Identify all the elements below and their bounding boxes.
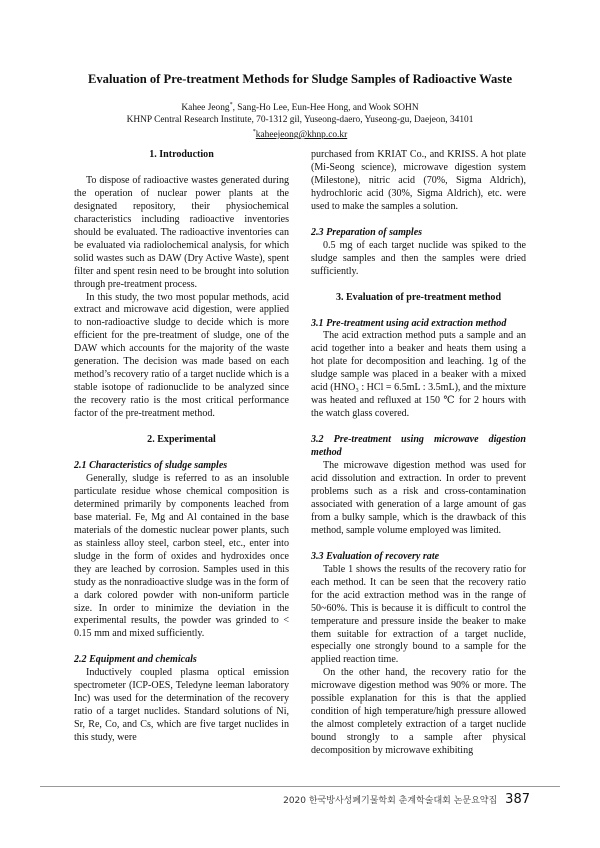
- footer-divider: [40, 786, 560, 787]
- paragraph: To dispose of radioactive wastes generated during the operation of nuclear power plants at the designated repository, their physiochemical characteristics including radioactive inventories should be evaluated. The radioactive inventories can be evaluated via radiolochemical analysis, for which solid wastes such as DAW (Dry Active Waste), spent filter and spent resin need to be brought into solution through pre-treatment process.: [74, 174, 289, 290]
- subsection-heading: 2.3 Preparation of samples: [311, 226, 423, 238]
- subsection-heading: 3.3 Evaluation of recovery rate: [311, 550, 440, 562]
- email-link[interactable]: kaheejeong@khnp.co.kr: [255, 130, 348, 141]
- conference-name: 2020 한국방사성폐기물학회 춘계학술대회 논문요약집: [283, 796, 498, 806]
- paragraph: The acid extraction method puts a sample and an acid together into a beaker and heats them using a hot plate for decomposition and leaching. 1g of the sludge sample was placed in a beaker with a mixed acid (HNO₃ : HCl = 6.5mL : 3.5mL), and the mixture was heated and refluxed at 150 ℃ for 2 hours with the watch glass covered.: [311, 330, 526, 420]
- paragraph: In this study, the two most popular methods, acid extract and microwave acid digestion, were applied to non-radioactive sludge to decide which is more efficient for the pre-treatment of sludge, one of the DAW which accounts for the majority of the waste generation. The decision was made based on each method’s recovery ratio of a target nuclide which is a stable isotope of radionuclide to be analyzed since the recovery ratio is the most critical performance factor of the pre-treatment method.: [74, 291, 289, 420]
- subsection-heading: 3.1 Pre-treatment using acid extraction method: [311, 317, 507, 329]
- first-author: Kahee Jeong: [181, 103, 230, 114]
- paragraph: Table 1 shows the results of the recovery ratio for each method. It can be seen that the recovery ratio for the acid extraction method was in the range of 50~60%. This is because it is difficult to control the temperature and pressure inside the beaker to make them suitable for extraction of a target nuclide, especially one strongly bound to a sample for the applied reaction time.: [311, 563, 526, 666]
- email-line: [40, 126, 560, 141]
- section-heading-introduction: 1. Introduction: [149, 149, 214, 160]
- author-list: [40, 99, 560, 114]
- email-mark: *: [252, 129, 256, 136]
- page-number: 387: [505, 792, 530, 807]
- left-column: [74, 149, 289, 745]
- section-heading-experimental: 2. Experimental: [147, 434, 216, 446]
- paragraph: On the other hand, the recovery ratio for the microwave digestion method was 90% or more. The possible explanation for this is that the applied condition of high temperature/high pressure allowed the almost completely extraction of a target nuclide bound strongly to a sample after physical decomposition by microwave exhibiting: [311, 667, 526, 757]
- subsection-heading: 3.2 Pre-treatment using microwave digestion method: [311, 434, 526, 459]
- corresponding-mark: *: [229, 102, 233, 108]
- right-column: [311, 149, 526, 758]
- paper-title: Evaluation of Pre-treatment Methods for Sludge Samples of Radioactive Waste: [87, 72, 513, 86]
- subsection-heading: 2.2 Equipment and chemicals: [74, 654, 197, 666]
- paragraph-continued: purchased from KRIAT Co., and KRISS. A hot plate (Mi-Seong science), microwave digestion system (Milestone), nitric acid (70%, Sigma Aldrich), hydrochloric acid (30%, Sigma Aldrich), etc. were used to make the samples a solution.: [311, 149, 526, 212]
- author-block: [40, 99, 560, 141]
- paragraph: 0.5 mg of each target nuclide was spiked to the sludge samples and then the samples were dried sufficiently.: [311, 239, 526, 277]
- section-heading-evaluation: 3. Evaluation of pre-treatment method: [335, 291, 502, 303]
- co-authors: , Sang-Ho Lee, Eun-Hee Hong, and Wook SOHN: [232, 103, 419, 114]
- paragraph: Generally, sludge is referred to as an insoluble particulate residue whose chemical composition is determined primarily by components leached from base material. Fe, Mg and Al contained in the base materials of the domestic nuclear power plants, such as stainless alloy steel, carbon steel, etc., enter into sludge in the form of oxides and hydroxides once they are leached by corrosion. Samples used in this study as the nonradioactive sludge was in the form of a dark colored powder with non-uniform particle size. In order to minimize the deviation in the experimental results, the powder was grinded to < 0.15 mm and mixed sufficiently.: [74, 472, 289, 640]
- paragraph: The microwave digestion method was used for acid dissolution and extraction. In order to prevent problems such as a risk and cross-contamination associated with generation of a large amount of gas from a bulky sample, which is the drawback of this method, sample volume employed was limited.: [311, 460, 526, 536]
- page-footer: [283, 792, 530, 807]
- paragraph: Inductively coupled plasma optical emission spectrometer (ICP-OES, Teledyne leeman laboratory Inc) was used for the determination of the recovery ratio of a target nuclides. Standard solutions of Ni, Sr, Re, Co, and Cs, which are five target nuclides in this study, were: [74, 667, 289, 744]
- subsection-heading: 2.1 Characteristics of sludge samples: [74, 460, 228, 472]
- affiliation: KHNP Central Research Institute, 70-1312 gil, Yuseong-daero, Yuseong-gu, Daejeon, 34101: [126, 115, 474, 126]
